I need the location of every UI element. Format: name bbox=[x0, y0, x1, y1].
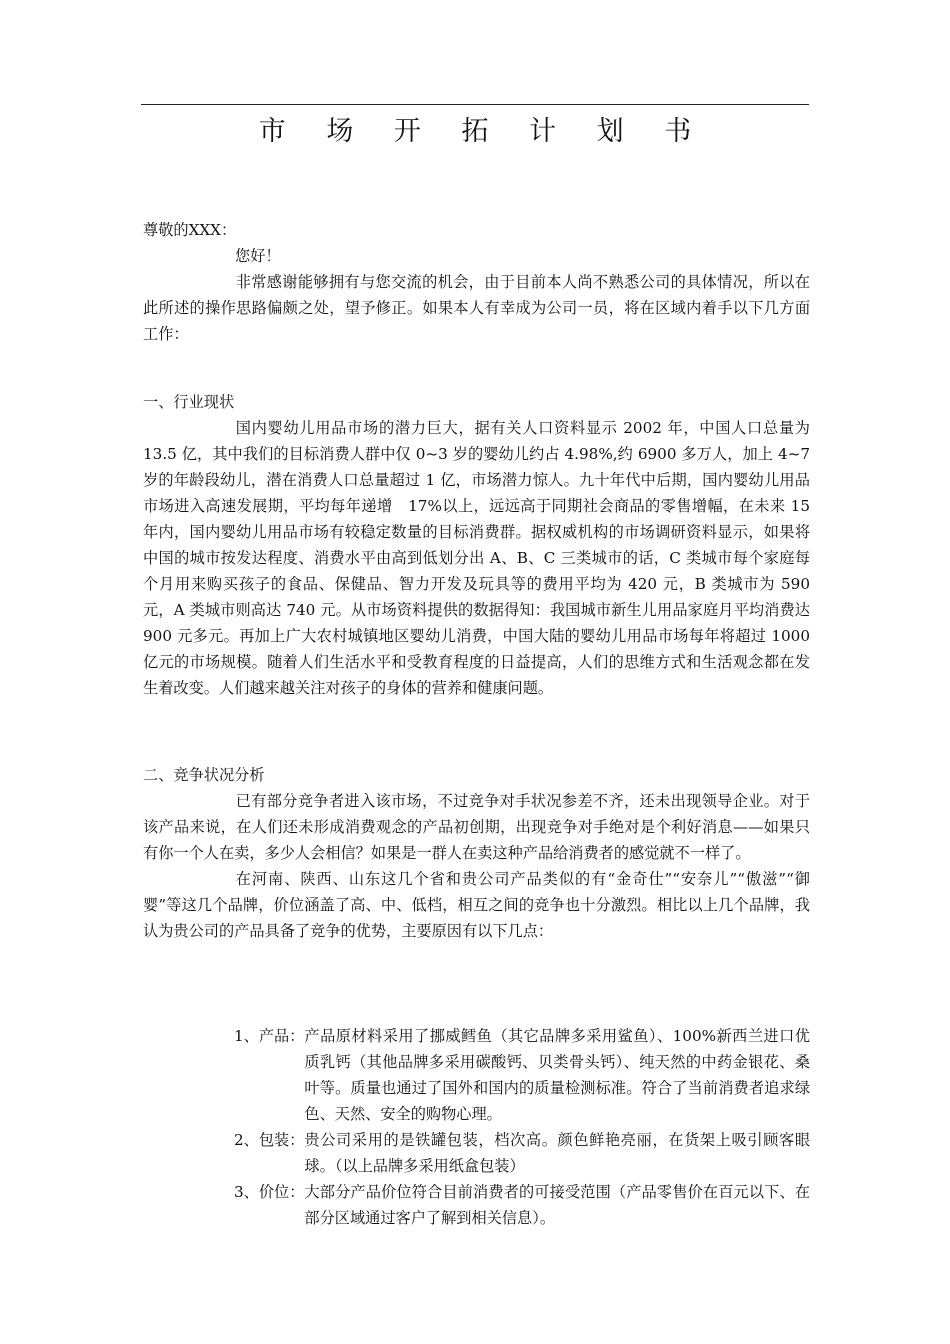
greeting: 您好！ bbox=[235, 247, 281, 265]
list-item-text: 大部分产品价位符合目前消费者的可接受范围（产品零售价在百元以下、在部分区域通过客户了解到相关信息）。 bbox=[304, 1183, 810, 1227]
list-item-text: 贵公司采用的是铁罐包装，档次高。颜色鲜艳亮丽，在货架上吸引顾客眼球。（以上品牌多采用纸盒包装） bbox=[304, 1131, 810, 1175]
list-item-label: 3、价位： bbox=[234, 1183, 305, 1201]
section2-paragraph2: 在河南、陕西、山东这几个省和贵公司产品类似的有“金奇仕”“安奈儿”“傲滋”“御婴”等这几个品牌，价位涵盖了高、中、低档，相互之间的竞争也十分激烈。相比以上几个品牌，我认为贵公司的产品具备了竞争的优势，主要原因有以下几点： bbox=[143, 870, 810, 940]
section1-heading: 一、行业现状 bbox=[143, 393, 235, 411]
list-item bbox=[234, 1023, 810, 1127]
list-item bbox=[234, 1179, 810, 1231]
section-industry-status bbox=[143, 389, 810, 701]
header-rule bbox=[141, 104, 809, 105]
letter-opening bbox=[143, 217, 810, 347]
intro-paragraph: 非常感谢能够拥有与您交流的机会，由于目前本人尚不熟悉公司的具体情况，所以在此所述的操作思路偏颇之处，望予修正。如果本人有幸成为公司一员，将在区域内着手以下几方面工作： bbox=[143, 273, 810, 343]
list-item bbox=[234, 1127, 810, 1179]
list-item-label: 2、包装： bbox=[234, 1131, 305, 1149]
salutation: 尊敬的XXX： bbox=[143, 221, 237, 239]
list-item-text: 产品原材料采用了挪威鳕鱼（其它品牌多采用鲨鱼）、100%新西兰进口优质乳钙（其他品牌多采用碳酸钙、贝类骨头钙）、纯天然的中药金银花、桑叶等。质量也通过了国外和国内的质量检测标准。符合了当前消费者追求绿色、天然、安全的购物心理。 bbox=[304, 1027, 810, 1123]
advantages-list bbox=[234, 1023, 810, 1231]
section2-paragraph1: 已有部分竞争者进入该市场，不过竞争对手状况参差不齐，还未出现领导企业。对于该产品来说，在人们还未形成消费观念的产品初创期，出现竞争对手绝对是个利好消息——如果只有你一个人在卖，多少人会相信？如果是一群人在卖这种产品给消费者的感觉就不一样了。 bbox=[143, 792, 810, 862]
list-item-label: 1、产品： bbox=[234, 1027, 305, 1045]
section1-paragraph: 国内婴幼儿用品市场的潜力巨大，据有关人口资料显示 2002 年，中国人口总量为 13.5 亿，其中我们的目标消费人群中仅 0~3 岁的婴幼儿约占 4.98%,约 6900 多万人，加上 4~7 岁的年龄段幼儿，潜在消费人口总量超过 1 亿，市场潜力惊人。九十年代中后期，国内婴幼儿用品市场进入高速发展期，平均每年递增 17%以上，远远高于同期社会商品的零售增幅，在未来 15 年内，国内婴幼儿用品市场有较稳定数量的目标消费群。据权威机构的市场调研资料显示，如果将中国的城市按发达程度、消费水平由高到低划分出 A、B、C 三类城市的话，C 类城市每个家庭每个月用来购买孩子的食品、保健品、智力开发及玩具等的费用平均为 420 元，B 类城市为 590 元，A 类城市则高达 740 元。从市场资料提供的数据得知：我国城市新生儿用品家庭月平均消费达 900 元多元。再加上广大农村城镇地区婴幼儿消费，中国大陆的婴幼儿用品市场每年将超过 1000 亿元的市场规模。随着人们生活水平和受教育程度的日益提高，人们的思维方式和生活观念都在发生着改变。人们越来越关注对孩子的身体的营养和健康问题。 bbox=[143, 419, 810, 697]
page-title: 市 场 开 拓 计 划 书 bbox=[258, 116, 708, 147]
section-competition-analysis bbox=[143, 762, 810, 944]
section2-heading: 二、竞争状况分析 bbox=[143, 766, 265, 784]
